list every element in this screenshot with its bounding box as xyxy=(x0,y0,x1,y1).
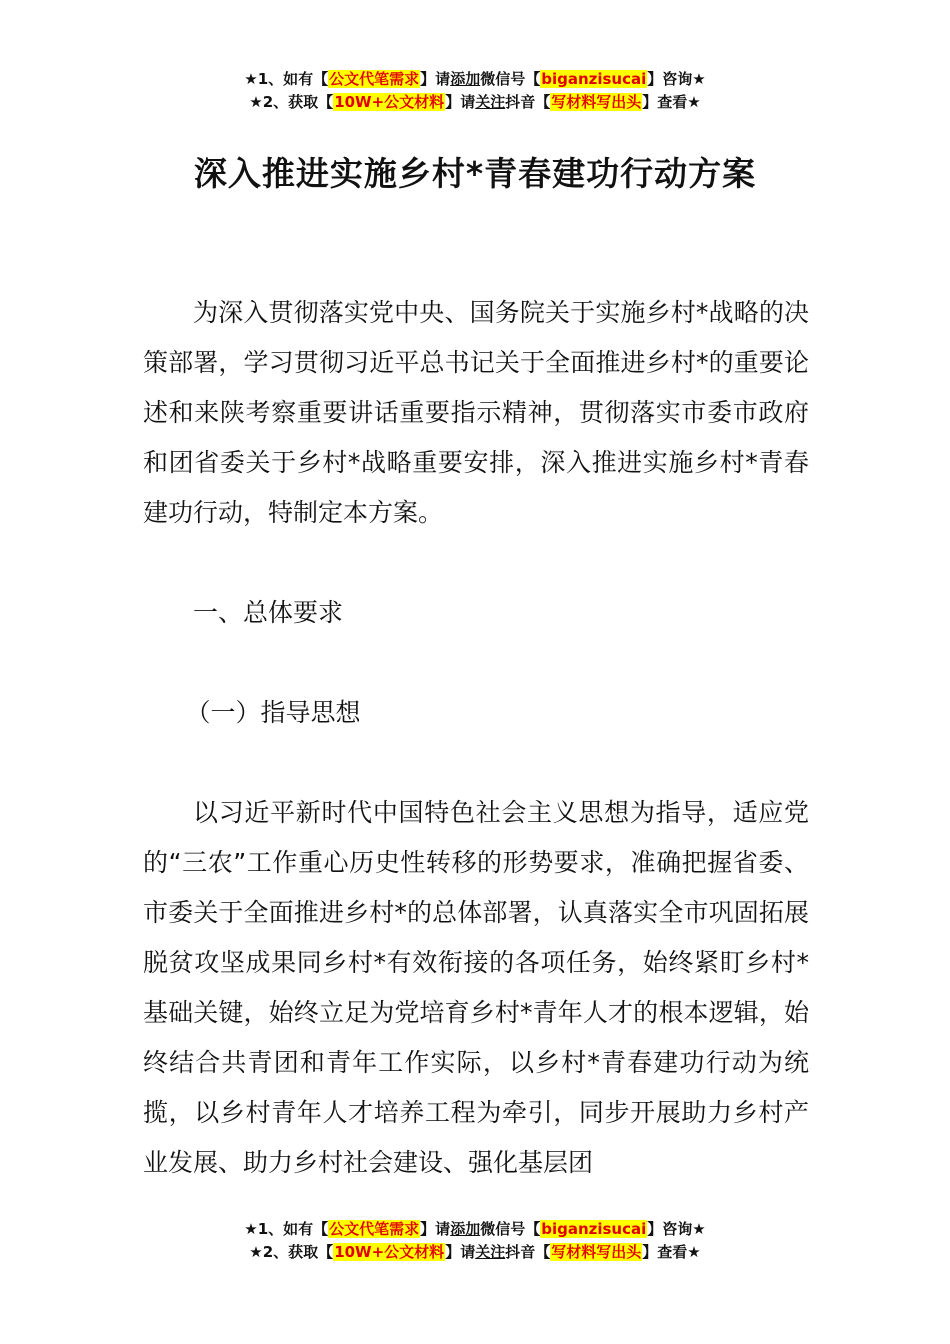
banner-underline: 添加 xyxy=(450,1220,481,1238)
banner-highlight: 写材料写出头 xyxy=(551,1243,642,1261)
document-body xyxy=(143,288,809,1188)
intro-paragraph: 为深入贯彻落实党中央、国务院关于实施乡村*战略的决策部署，学习贯彻习近平总书记关于全面推进乡村*的重要论述和来陕考察重要讲话重要指示精神，贯彻落实市委市政府和团省委关于乡村*战略重要安排，深入推进实施乡村*青春建功行动，特制定本方案。 xyxy=(143,298,809,527)
banner-text: 】请 xyxy=(420,1220,451,1238)
banner-highlight: 公文代笔需求 xyxy=(329,1220,420,1238)
banner-text: 抖音【 xyxy=(505,93,551,111)
banner-highlight: biganzisucai xyxy=(541,1220,647,1238)
banner-underline: 关注 xyxy=(475,1243,506,1261)
banner-text: 】咨询★ xyxy=(647,70,706,88)
banner-line-1 xyxy=(0,1218,950,1241)
banner-text: ★1、如有【 xyxy=(244,1220,329,1238)
banner-text: 】请 xyxy=(445,93,476,111)
banner-line-2 xyxy=(0,1241,950,1264)
banner-highlight: 10W+公文材料 xyxy=(334,93,445,111)
header-banner xyxy=(0,68,950,114)
banner-text: ★2、获取【 xyxy=(249,1243,334,1261)
banner-text: 】请 xyxy=(420,70,451,88)
banner-text: 微信号【 xyxy=(480,1220,541,1238)
body-paragraph: 以习近平新时代中国特色社会主义思想为指导，适应党的“三农”工作重心历史性转移的形势要求，准确把握省委、市委关于全面推进乡村*的总体部署，认真落实全市巩固拓展脱贫攻坚成果同乡村*有效衔接的各项任务，始终紧盯乡村*基础关键，始终立足为党培育乡村*青年人才的根本逻辑，始终结合共青团和青年工作实际，以乡村*青春建功行动为统揽，以乡村青年人才培养工程为牵引，同步开展助力乡村产业发展、助力乡村社会建设、强化基层团 xyxy=(143,798,809,1177)
banner-underline: 关注 xyxy=(475,93,506,111)
subsection-heading: （一）指导思想 xyxy=(185,698,361,727)
banner-line-2 xyxy=(0,91,950,114)
banner-text: ★1、如有【 xyxy=(244,70,329,88)
footer-banner xyxy=(0,1218,950,1264)
banner-highlight: 10W+公文材料 xyxy=(334,1243,445,1261)
banner-text: ★2、获取【 xyxy=(249,93,334,111)
banner-underline: 添加 xyxy=(450,70,481,88)
banner-text: 】咨询★ xyxy=(647,1220,706,1238)
banner-highlight: biganzisucai xyxy=(541,70,647,88)
banner-highlight: 公文代笔需求 xyxy=(329,70,420,88)
section-heading: 一、总体要求 xyxy=(193,598,344,627)
banner-text: 抖音【 xyxy=(505,1243,551,1261)
banner-text: 】请 xyxy=(445,1243,476,1261)
banner-text: 】查看★ xyxy=(642,1243,701,1261)
banner-text: 】查看★ xyxy=(642,93,701,111)
document-title: 深入推进实施乡村*青春建功行动方案 xyxy=(193,154,757,193)
banner-line-1 xyxy=(0,68,950,91)
banner-highlight: 写材料写出头 xyxy=(551,93,642,111)
banner-text: 微信号【 xyxy=(480,70,541,88)
